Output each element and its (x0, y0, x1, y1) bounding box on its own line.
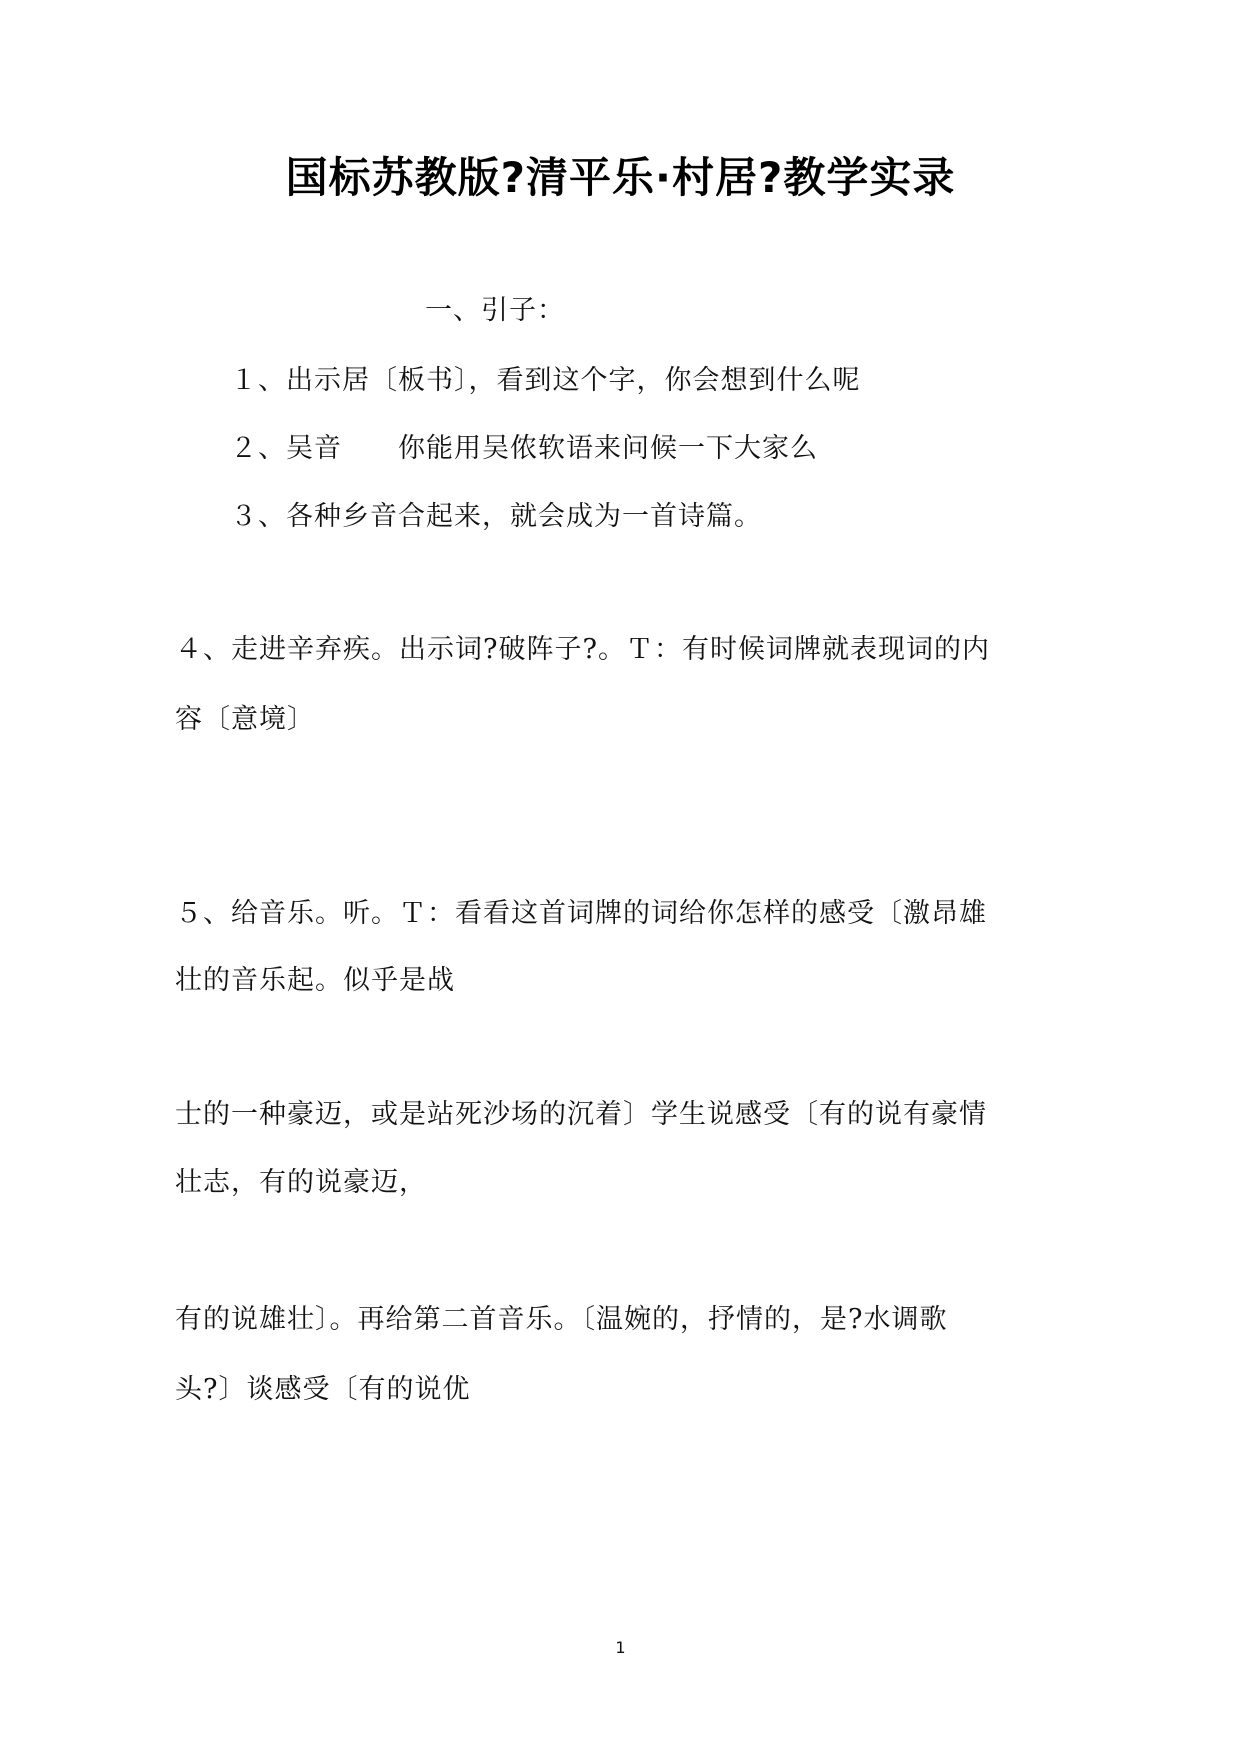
paragraph-line: 壮的音乐起。似乎是战 (175, 965, 455, 996)
paragraph-line: 士的一种豪迈，或是站死沙场的沉着〕学生说感受〔有的说有豪情 (175, 1099, 987, 1130)
list-item: １、出示居〔板书〕，看到这个字，你会想到什么呢 (230, 365, 861, 396)
paragraph-line: 有的说雄壮〕。再给第二首音乐。〔温婉的，抒情的，是?水调歌 (175, 1304, 948, 1335)
list-item: ３、各种乡音合起来，就会成为一首诗篇。 (230, 501, 762, 532)
section-heading: 一、引子： (425, 295, 565, 326)
paragraph-line: 容〔意境〕 (175, 704, 315, 735)
document-title: 国标苏教版?清平乐·村居?教学实录 (285, 153, 956, 202)
paragraph-line: 壮志，有的说豪迈， (175, 1167, 427, 1198)
paragraph-line: ５、给音乐。听。Ｔ：看看这首词牌的词给你怎样的感受〔激昂雄 (175, 898, 987, 929)
page-number: 1 (615, 1638, 626, 1657)
paragraph-line: 头?〕谈感受〔有的说优 (175, 1374, 471, 1405)
paragraph-line: ４、走进辛弃疾。出示词?破阵子?。Ｔ：有时候词牌就表现词的内 (175, 634, 990, 665)
list-item: ２、吴音 你能用吴侬软语来问候一下大家么 (230, 433, 818, 464)
